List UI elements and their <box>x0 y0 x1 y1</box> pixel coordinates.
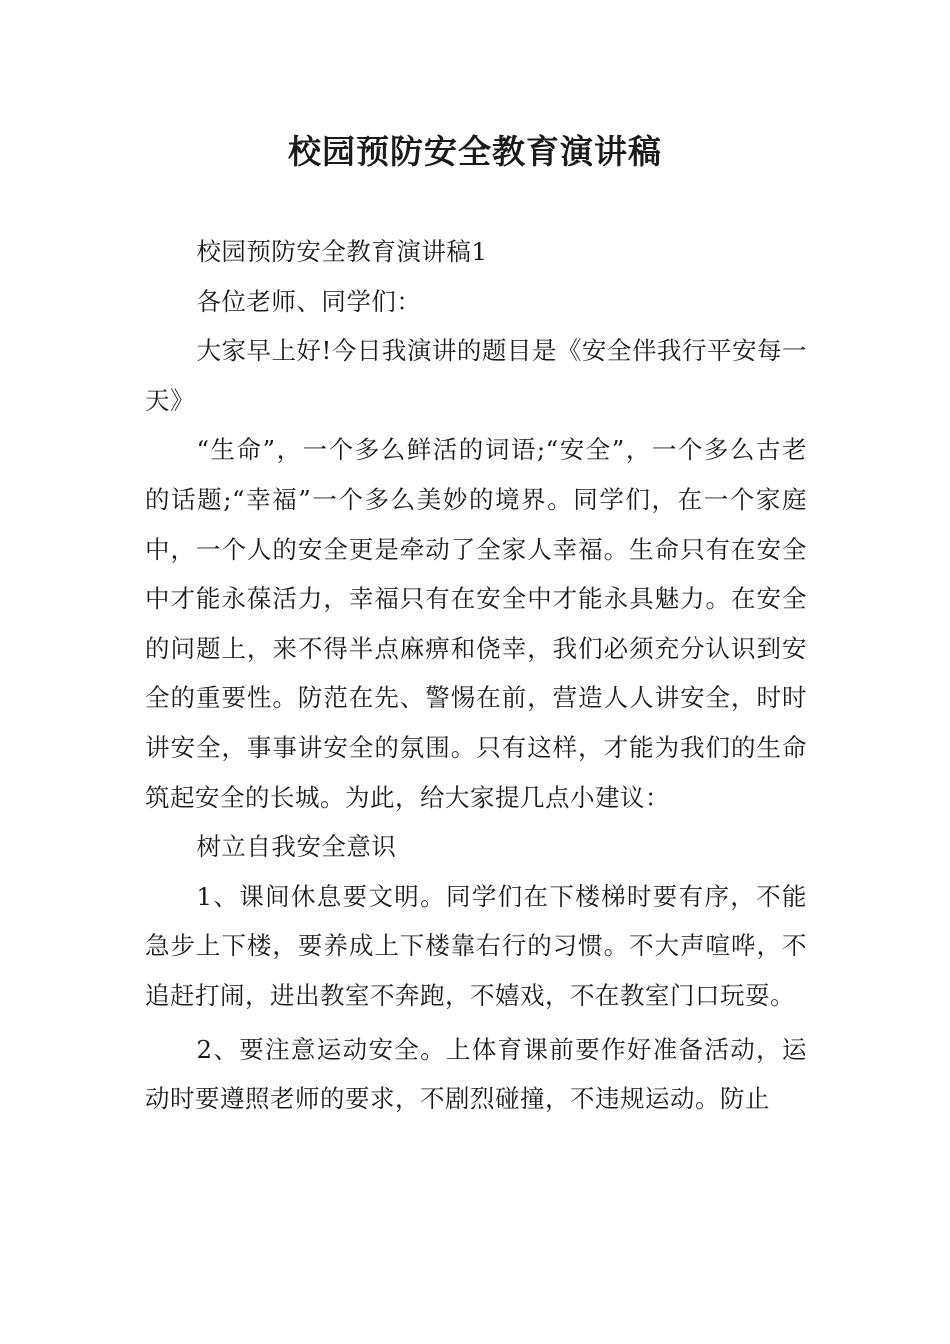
list-item-1: 1、课间休息要文明。同学们在下楼梯时要有序，不能急步上下楼，要养成上下楼靠右行的习惯。不大声喧哗，不追赶打闹，进出教室不奔跑，不嬉戏，不在教室门口玩耍。 <box>145 881 807 1010</box>
section-heading: 校园预防安全教育演讲稿1 <box>196 237 488 266</box>
document-title: 校园预防安全教育演讲稿 <box>288 132 662 171</box>
intro-paragraph: 大家早上好!今日我演讲的题目是《安全伴我行平安每一天》 <box>145 336 807 415</box>
subheading-awareness: 树立自我安全意识 <box>196 832 397 862</box>
list-item-2: 2、要注意运动安全。上体育课前要作好准备活动，运动时要遵照老师的要求，不剧烈碰撞，不违规运动。防止 <box>145 1034 807 1114</box>
document-body <box>145 227 807 1124</box>
greeting-paragraph: 各位老师、同学们： <box>196 286 422 316</box>
body-paragraph-safety: “生命”，一个多么鲜活的词语;“安全”，一个多么古老的话题;“幸福”一个多么美妙的境界。同学们，在一个家庭中，一个人的安全更是牵动了全家人幸福。生命只有在安全中才能永葆活力，幸福只有在安全中才能永具魅力。在安全的问题上，来不得半点麻痹和侥幸，我们必须充分认识到安全的重要性。防范在先、警惕在前，营造人人讲安全，时时讲安全，事事讲安全的氛围。只有这样，才能为我们的生命筑起安全的长城。为此，给大家提几点小建议： <box>145 435 807 812</box>
